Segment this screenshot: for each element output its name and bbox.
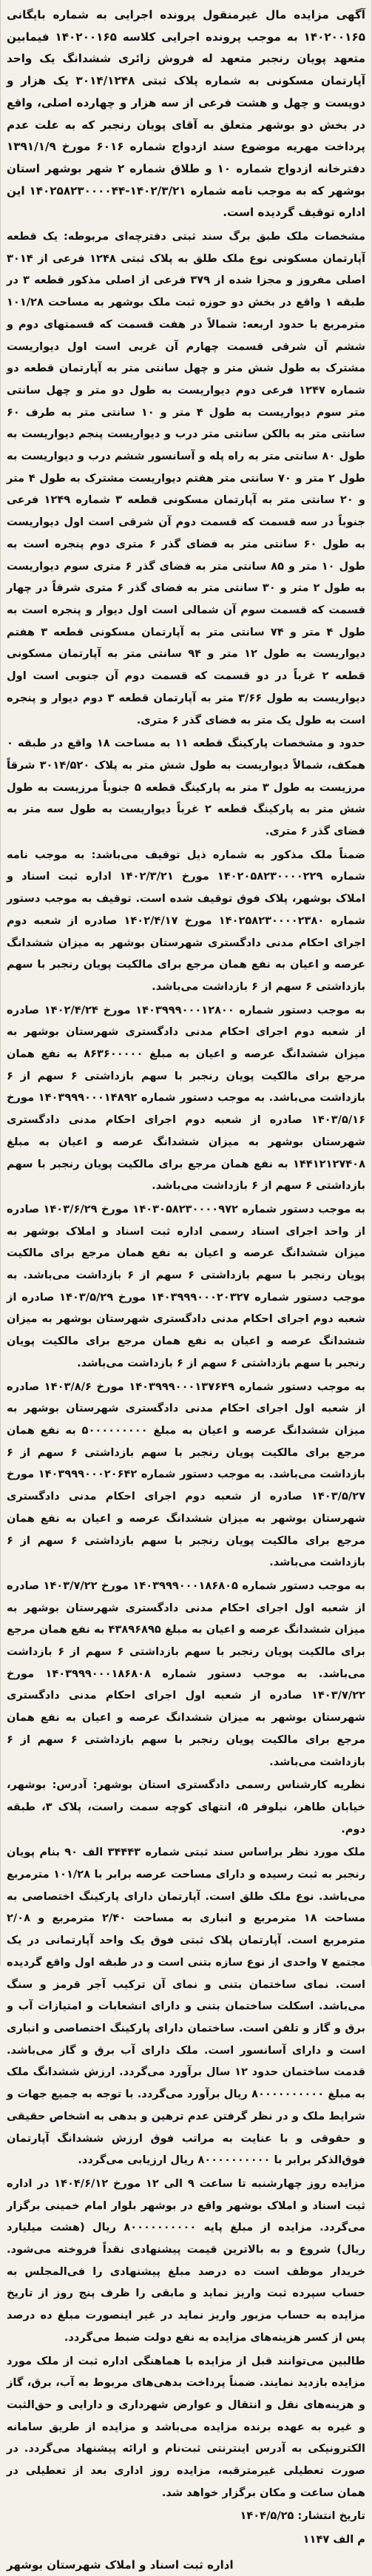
auction-conditions-paragraph: طالبین می‌توانند قبل از مزایده با هماهنگی اداره ثبت از ملک مورد مزایده بازدید نمایند. ضمناً پرداخت بدهی‌های مربوط به آب، برق، گاز و هزینه‌های نقل و انتقال و عوارض شهرداری و دارایی و حق‌الثبت و غیره به عهده برنده مزایده می‌باشد و مزایده از طریق سامانه الکترونیکی به آدرس اینترنتی ثبت‌نام و ارائه پیشنهاد می‌گردد. در صورت تعطیلی غیرمترقبه، مزایده روز اداری بعد از تعطیلی در همان ساعت و مکان برگزار خواهد شد. [7,2354,365,2499]
issuer-signature: اداره ثبت اسناد و املاک شهرستان بوشهر [7,2558,234,2572]
publish-date: تاریخ انتشار: ۱۴۰۴/۵/۲۵ [240,2509,365,2523]
seizure-paragraph-4: به موجب دستور شماره ۱۴۰۳۹۹۹۰۰۰۱۳۷۶۴۹ مورخ ۱۴۰۳/۸/۶ صادره از شعبه اول اجرای احکام مدنی دادگستری شهرستان بوشهر به میزان ششدانگ عرصه و اعیان به مبلغ ۵۰۰۰۰۰۰۰۰۰ به نفع همان مرجع برای مالکیت پویان رنجبر با سهم بازداشتی ۶ سهم از ۶ بازداشت می‌باشد. به موجب دستور شماره ۱۴۰۳۹۹۹۰۰۰۲۰۶۴۲ مورخ ۱۴۰۳/۵/۲۷ صادره از شعبه دوم اجرای احکام مدنی دادگستری شهرستان بوشهر به میزان ششدانگ عرصه و اعیان به نفع همان مرجع برای مالکیت پویان رنجبر با سهم بازداشتی ۶ سهم از ۶ بازداشت می‌باشد. [7,1380,366,1569]
notice-heading-paragraph: آگهی مزایده مال غیرمنقول پرونده اجرایی به شماره بایگانی ۱۴۰۲۰۰۱۶۵ به موجب پرونده اجرایی کلاسه ۱۴۰۲۰۰۱۶۵ فیمابین متعهد پویان رنجبر متعهد له فروش زائری ششدانگ یک واحد آپارتمان مسکونی به شماره پلاک ثبتی ۳۰۱۴/۱۲۴۸ یک هزار و دویست و چهل و هشت فرعی از سه هزار و چهارده اصلی، واقع در بخش دو بوشهر متعلق به آقای پویان رنجبر که به علت عدم پرداخت مهریه موضوع سند ازدواج شماره ۶۰۱۶ مورخ ۱۳۹۱/۱/۹ دفترخانه ازدواج شماره ۱۰ و طلاق شماره ۲ شهر بوشهر استان بوشهر که به موجب نامه شماره ۱۴۰۲/۳/۲۱-۱۴۰۲۵۸۲۳۰۰۰۰۴۴ این اداره توقیف گردیده است. [7,8,365,220]
expert-opinion-paragraph: ملک مورد نظر براساس سند ثبتی شماره ۳۴۴۴۳ الف ۹۰ بنام پویان رنجبر به ثبت رسیده و دارای مساحت عرصه برابر با ۱۰۱/۲۸ مترمربع می‌باشد. نوع ملک طلق است. آپارتمان دارای پارکینگ اختصاصی به مساحت ۱۸ مترمربع و انباری به مساحت ۲/۴۰ مترمربع و ۲/۰۸ مترمربع است. آپارتمان پلاک ثبتی فوق یک واحد آپارتمانی در یک مجتمع ۷ واحدی از نوع سازه بتنی است و در طبقه اول واقع گردیده است. نمای ساختمان بتنی و نمای آن ترکیب آجر قرمز و سنگ می‌باشد. اسکلت ساختمان بتنی و دارای انشعابات و امتیازات آب و برق و گاز و تلفن است. ساختمان دارای پارکینگ اختصاصی و انباری است و دارای آسانسور است. ملک دارای آب برق و گاز می‌باشد. قدمت ساختمان حدود ۱۲ سال برآورد می‌گردد. ارزش ششدانگ ملک به مبلغ ۸۰۰۰۰۰۰۰۰۰۰ ریال برآورد می‌گردد. با توجه به جمیع جهات و شرایط ملک و در نظر گرفتن عدم ترهین و بدهی به اشخاص حقیقی و حقوقی و با عنایت به مراتب فوق ارزش ششدانگ آپارتمان فوق‌الذکر برابر با ۸۰۰۰۰۰۰۰۰۰۰ ریال ارزیابی می‌گردد. [7,1846,366,2167]
reference-code: م الف ۱۱۴۷ [302,2533,365,2546]
property-description-paragraph: مشخصات ملک طبق برگ سند ثبتی دفترچه‌ای مربوطه: یک قطعه آپارتمان مسکونی نوع ملک طلق به پلاک ثبتی ۱۲۴۸ فرعی از ۳۰۱۴ اصلی مفروز و مجزا شده از ۳۷۹ فرعی از اصلی مذکور قطعه ۳ در طبقه ۱ واقع در بخش دو حوزه ثبت ملک بوشهر به مساحت ۱۰۱/۲۸ مترمربع با حدود اربعه: شمالاً در هفت قسمت که قسمتهای دوم و ششم آن شرقی قسمت چهارم آن غربی است اول دیواریست مشترک به طول شش متر و چهل سانتی متر به آپارتمان قطعه دو شماره ۱۲۴۷ فرعی دوم دیواریست به طول دو متر و چهل سانتی متر سوم دیواریست به طول ۴ متر و ۱۰ سانتی متر به طرف ۶۰ سانتی متر به بالکن سانتی متر درب و دیواریست پنجم دیواریست به طول ۸۰ سانتی متر به راه پله و آسانسور ششم درب و دیواریست به طول ۲ متر و ۷۰ سانتی متر هفتم دیواریست مشترک به طول ۴ متر و ۲۰ سانتی متر به آپارتمان مسکونی قطعه ۳ شماره ۱۲۴۹ فرعی جنوباً در سه قسمت که قسمت دوم آن شرقی است اول دیواریست به طول ۶۰ سانتی متر به فضای گذر ۶ متری دوم پنجره است به طول ۱۰ متر و ۸۵ سانتی متر به فضای گذر ۶ متری سوم دیواریست به طول ۲ متر و ۳۰ سانتی متر به فضای گذر ۶ متری شرقاً در چهار قسمت که قسمت سوم آن شمالی است اول دیوار و پنجره است به طول ۴ متر و ۷۴ سانتی متر به آپارتمان مسکونی قطعه ۳ هفتم دیواریست به طول ۱۲ متر و ۹۴ سانتی متر به آپارتمان مسکونی قطعه ۲ غرباً در دو قسمت که قسمت دوم آن جنوبی است اول دیواریست به طول ۳/۶۶ متر به آپارتمان قطعه ۳ دوم دیوار و پنجره است به طول یک متر به فضای گذر ۶ متری. [7,230,366,726]
seizure-paragraph-3: به موجب دستور شماره ۱۴۰۳۰۵۸۲۳۰۰۰۰۹۷۲ مورخ ۱۴۰۳/۶/۲۹ صادره از واحد اجرای اسناد رسمی اداره ثبت اسناد و املاک بوشهر به میزان ششدانگ عرصه و اعیان به نفع همان مرجع برای مالکیت پویان رنجبر با سهم بازداشتی ۶ سهم از ۶ بازداشت می‌باشد. به موجب دستور شماره ۱۴۰۳۹۹۹۰۰۰۲۰۳۲۷ مورخ ۱۴۰۳/۵/۲۹ صادره از شعبه دوم اجرای احکام مدنی دادگستری شهرستان بوشهر به میزان ششدانگ عرصه و اعیان به نفع همان مرجع برای مالکیت پویان رنجبر با سهم بازداشتی ۶ سهم از ۶ بازداشت می‌باشد. [7,1202,366,1369]
seizure-paragraph-1: ضمناً ملک مذکور به شماره ذیل توقیف می‌باشد: به موجب نامه شماره ۱۴۰۲۰۵۸۲۳۰۰۰۰۲۲۹ مورخ ۱۴۰۲/۳/۲۱ اداره ثبت اسناد و املاک بوشهر، پلاک فوق توقیف شده است. توقیف به موجب دستور شماره ۱۴۰۲۵۸۲۳۰۰۰۰۲۳۸۰ مورخ ۱۴۰۲/۴/۱۷ صادره از شعبه دوم اجرای احکام مدنی دادگستری شهرستان بوشهر به میزان ششدانگ عرصه و اعیان به نفع همان مرجع برای مالکیت پویان رنجبر با سهم بازداشتی ۶ سهم از ۶ بازداشت می‌باشد. [7,848,365,993]
seizure-paragraph-2: به موجب دستور شماره ۱۴۰۳۹۹۹۰۰۰۱۲۸۰۰ مورخ ۱۴۰۲/۴/۲۴ صادره از شعبه دوم اجرای احکام مدنی دادگستری شهرستان بوشهر به میزان ششدانگ عرصه و اعیان به مبلغ ۸۶۳۶۰۰۰۰۰ به نفع همان مرجع برای مالکیت پویان رنجبر با سهم بازداشتی ۶ سهم از ۶ بازداشت می‌باشد. به موجب دستور شماره ۱۴۰۳۹۹۹۰۰۰۱۴۸۹۲ مورخ ۱۴۰۳/۵/۱۶ صادره از شعبه دوم اجرای احکام مدنی دادگستری شهرستان بوشهر به میزان ششدانگ عرصه و اعیان به مبلغ ۱۴۴۱۲۱۲۷۴۰۸ به نفع همان مرجع برای مالکیت پویان رنجبر با سهم بازداشتی ۶ سهم از ۶ بازداشت می‌باشد. [7,1003,366,1193]
expert-address-paragraph: نظریه کارشناس رسمی دادگستری استان بوشهر: آدرس: بوشهر، خیابان طاهر، نیلوفر ۵، انتهای کوچه سمت راست، پلاک ۳، طبقه دوم. [7,1778,365,1835]
parking-description-paragraph: حدود و مشخصات پارکینگ قطعه ۱۱ به مساحت ۱۸ واقع در طبقه ۰ همکف، شمالاً دیواریست به طول شش متر به پلاک ۳۰۱۴/۵۲۰ شرقاً مرزیست به طول ۳ متر به پارکینگ قطعه ۵ جنوباً مرزیست به طول شش متر به پارکینگ قطعه ۲ غرباً دیواریست به طول سه متر به فضای گذر ۶ متری. [7,737,365,838]
auction-terms-paragraph: مزایده روز چهارشنبه تا ساعت ۹ الی ۱۲ مورخ ۱۴۰۴/۶/۱۲ در اداره ثبت اسناد و املاک بوشهر واقع در بوشهر بلوار امام خمینی برگزار می‌گردد. مزایده از مبلغ پایه ۸۰۰۰۰۰۰۰۰۰۰ ریال (هشت میلیارد ریال) شروع و به بالاترین قیمت پیشنهادی نقداً فروخته می‌شود. خریدار موظف است ده درصد مبلغ پیشنهادی را فی‌المجلس به حساب سپرده ثبت واریز نماید و مابقی را ظرف پنج روز از تاریخ مزایده به حساب مزبور واریز نماید در غیر اینصورت مبلغ ده درصد پس از کسر هزینه‌های مزایده به نفع دولت ضبط می‌گردد. [7,2177,366,2344]
seizure-paragraph-5: به موجب دستور شماره ۱۴۰۳۹۹۹۰۰۰۱۸۶۸۰۵ مورخ ۱۴۰۳/۷/۲۲ صادره از شعبه اول اجرای احکام مدنی دادگستری شهرستان بوشهر به میزان ششدانگ عرصه و اعیان به مبلغ ۴۳۸۹۶۸۹۵ به نفع همان مرجع برای مالکیت پویان رنجبر با سهم بازداشتی ۶ سهم از ۶ بازداشت می‌باشد. به موجب دستور شماره ۱۴۰۳۹۹۹۰۰۰۱۸۶۸۰۸ مورخ ۱۴۰۳/۷/۲۲ صادره از شعبه اول اجرای احکام مدنی دادگستری شهرستان بوشهر به میزان ششدانگ عرصه و اعیان به نفع همان مرجع برای مالکیت پویان رنجبر با سهم بازداشتی ۶ سهم از ۶ بازداشت می‌باشد. [7,1579,366,1768]
